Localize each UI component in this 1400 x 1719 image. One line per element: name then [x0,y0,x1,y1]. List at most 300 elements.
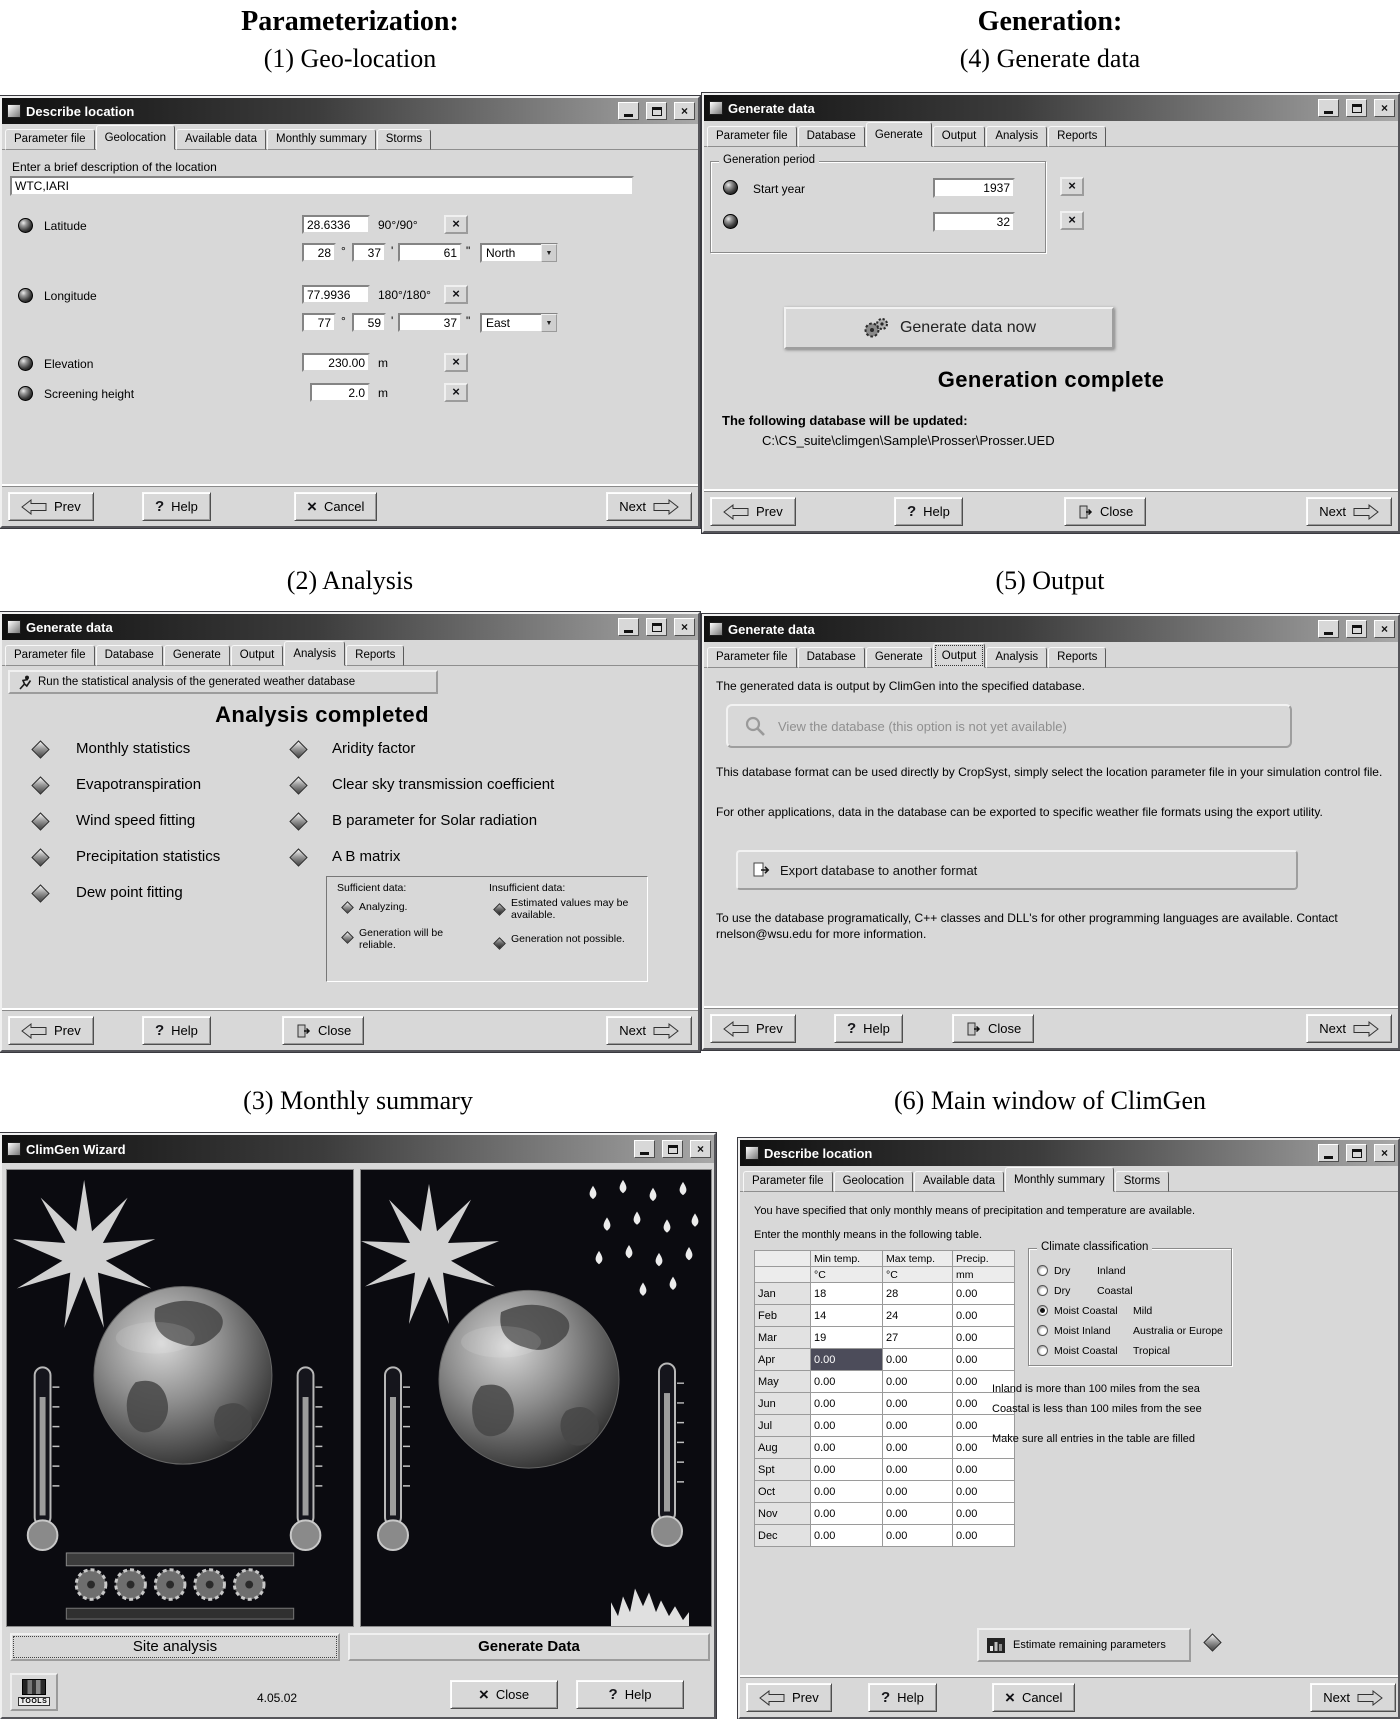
start-year-input[interactable]: 1937 [933,178,1015,198]
next-label: Next [619,499,646,514]
prev-button[interactable] [746,1683,832,1712]
nav-bar [704,489,1398,531]
screening-height-label: Screening height [44,387,135,401]
maximize-button[interactable] [662,1140,683,1158]
max-temp-cell[interactable]: 0.00 [883,1437,953,1459]
arrow-right-icon [1353,1021,1379,1037]
window-icon [745,1146,759,1160]
latitude-status-orb-icon [18,218,33,233]
start-year-label: Start year [753,182,806,196]
close-icon[interactable]: × [690,1140,711,1158]
site-analysis-button[interactable] [10,1633,340,1661]
table-row [755,1393,1015,1415]
radio-moist-coastal-tropical[interactable] [1037,1343,1229,1361]
analysis-completed-heading: Analysis completed [215,702,429,727]
help-label: Help [171,499,198,514]
tools-label: TOOLS [18,1697,50,1706]
minimize-button[interactable] [618,618,639,636]
window-icon [709,622,723,636]
min-temp-cell[interactable]: 0.00 [811,1481,883,1503]
generate-data-button[interactable] [348,1633,710,1661]
min-symbol: ' [391,314,394,328]
close-label: Close [1100,504,1134,519]
screening-clear-button[interactable]: × [444,383,468,402]
item-diamond-icon [31,776,49,794]
min-temp-cell[interactable]: 0.00 [811,1371,883,1393]
item-precipitation-statistics: Precipitation statistics [76,848,221,865]
table-units-row [755,1267,1015,1283]
precip-cell[interactable]: 0.00 [953,1327,1015,1349]
next-button[interactable] [606,492,692,521]
inland-note-text: Inland is more than 100 miles from the sea [992,1383,1200,1395]
prev-label: Prev [756,1021,783,1036]
generate-data-artwork [360,1169,712,1627]
tab-analysis[interactable]: Analysis [986,126,1047,147]
arrow-right-icon [1357,1690,1383,1706]
month-cell: Spt [755,1459,811,1481]
help-button[interactable] [894,497,963,526]
nav-bar [2,1008,698,1050]
close-icon[interactable]: × [1374,620,1395,638]
month-cell: Dec [755,1525,811,1547]
window-icon [7,104,21,118]
generate-data-illustration [361,1170,711,1626]
monthly-notice-text: You have specified that only monthly means of precipitation and temperature are available. [754,1205,1196,1217]
table-row [755,1283,1015,1305]
window-describe-location-geo [0,96,700,528]
cancel-button[interactable] [294,492,377,521]
tab-database[interactable]: Database [798,126,865,147]
view-database-label: View the database (this option is not yet available) [778,718,1067,734]
item-evapotranspiration: Evapotranspiration [76,776,202,793]
min-symbol: ' [391,244,394,258]
month-units [755,1267,811,1283]
min-temp-cell[interactable]: 0.00 [811,1437,883,1459]
start-year-clear-button[interactable]: × [1060,177,1084,196]
item-clear-sky-coefficient: Clear sky transmission coefficient [332,776,555,793]
help-button[interactable] [142,492,211,521]
tab-reports[interactable]: Reports [346,645,404,666]
radio-icon[interactable] [1037,1285,1048,1296]
item-b-parameter: B parameter for Solar radiation [332,812,538,829]
elevation-unit: m [378,356,388,370]
min-temp-cell[interactable]: 0.00 [811,1503,883,1525]
month-cell: Nov [755,1503,811,1525]
radio-name: Dry [1054,1265,1071,1277]
cancel-label: Cancel [1021,1690,1063,1705]
caption-analysis: (2) Analysis [286,566,414,595]
tab-generate[interactable]: Generate [866,122,932,147]
month-cell: Oct [755,1481,811,1503]
arrow-right-icon [653,1023,679,1039]
help-icon: ? [155,498,165,515]
radio-moist-inland[interactable] [1037,1323,1229,1341]
min-temp-cell[interactable]: 0.00 [811,1349,883,1371]
site-analysis-artwork [6,1169,354,1627]
caption-monthly-summary: (3) Monthly summary [243,1086,473,1115]
min-temp-cell[interactable]: 19 [811,1327,883,1349]
latitude-range-label: 90°/90° [378,218,418,232]
prev-button[interactable] [710,1014,796,1043]
help-button[interactable] [142,1016,211,1045]
tab-database[interactable]: Database [96,645,163,666]
radio-zone: Tropical [1133,1345,1170,1357]
min-temp-cell[interactable]: 18 [811,1283,883,1305]
screening-status-orb-icon [18,386,33,401]
tab-parameter-file[interactable]: Parameter file [707,126,797,147]
help-icon: ? [608,1686,618,1703]
max-temp-cell[interactable]: 0.00 [883,1459,953,1481]
longitude-sec-input[interactable]: 37 [398,313,462,332]
generate-data-now-button[interactable] [784,307,1114,349]
tab-available-data[interactable]: Available data [914,1171,1004,1192]
window-climgen-wizard [0,1133,716,1719]
table-row [755,1349,1015,1371]
min-temp-cell[interactable]: 0.00 [811,1459,883,1481]
tab-generate[interactable]: Generate [866,647,932,668]
latitude-input[interactable]: 28.6336 [302,215,370,234]
precip-cell[interactable]: 0.00 [953,1481,1015,1503]
start-year-orb-icon [723,180,738,195]
title-bar [704,95,1398,121]
arrow-left-icon [723,504,749,520]
estimate-remaining-parameters-button[interactable] [977,1628,1191,1662]
tab-reports[interactable]: Reports [1048,647,1106,668]
tab-strip [704,121,1398,147]
precip-cell[interactable]: 0.00 [953,1393,1015,1415]
close-icon[interactable]: × [674,102,695,120]
maximize-button[interactable] [646,618,667,636]
elevation-clear-button[interactable]: × [444,353,468,372]
max-temp-cell[interactable]: 0.00 [883,1415,953,1437]
export-database-label: Export database to another format [780,862,978,878]
prev-button[interactable] [710,497,796,526]
max-temp-cell[interactable]: 0.00 [883,1393,953,1415]
latitude-deg-input[interactable]: 28 [302,243,336,262]
precip-cell[interactable]: 0.00 [953,1371,1015,1393]
radio-name: Moist Inland [1054,1325,1111,1337]
cropsyst-text: This database format can be used directly by CropSyst, simply select the location parameter file in your simulation control file. [716,765,1383,779]
close-button[interactable] [450,1680,558,1709]
precip-cell[interactable]: 0.00 [953,1349,1015,1371]
exit-door-icon [1077,504,1093,520]
longitude-label: Longitude [44,289,97,303]
cancel-button[interactable] [992,1683,1075,1712]
tab-parameter-file[interactable]: Parameter file [5,645,95,666]
table-header-row [755,1251,1015,1267]
radio-dry-coastal[interactable] [1037,1283,1229,1301]
tab-storms[interactable]: Storms [1115,1171,1169,1192]
tab-geolocation[interactable]: Geolocation [96,125,175,150]
generation-period-label: Generation period [719,154,819,166]
help-button[interactable] [834,1014,903,1043]
screening-unit: m [378,386,388,400]
month-cell: Aug [755,1437,811,1459]
item-diamond-icon [31,740,49,758]
window-generate-data-output [702,614,1400,1050]
tab-database[interactable]: Database [798,647,865,668]
run-analysis-button[interactable] [8,670,438,694]
prev-label: Prev [792,1690,819,1705]
site-analysis-illustration [7,1170,353,1626]
next-label: Next [1319,1021,1346,1036]
longitude-min-input[interactable]: 59 [352,313,386,332]
minimize-button[interactable] [634,1140,655,1158]
data-legend-box [326,876,648,982]
caption-main-window: (6) Main window of ClimGen [894,1086,1206,1115]
table-row [755,1459,1015,1481]
table-row [755,1327,1015,1349]
tab-output[interactable]: Output [933,126,986,147]
title-bar [2,614,698,640]
precip-cell[interactable]: 0.00 [953,1459,1015,1481]
view-database-button[interactable] [726,704,1292,748]
tab-strip [740,1166,1398,1192]
help-button[interactable] [868,1683,937,1712]
number-of-years-orb-icon [723,214,738,229]
help-label: Help [624,1687,652,1702]
nav-bar [740,1675,1398,1717]
window-generate-data-generate [702,93,1400,533]
item-aridity-factor: Aridity factor [332,740,416,757]
next-label: Next [1319,504,1346,519]
max-temp-cell[interactable]: 0.00 [883,1481,953,1503]
caption-geo-location: (1) Geo-location [263,44,437,73]
month-cell: Jun [755,1393,811,1415]
description-input[interactable]: WTC,IARI [10,176,634,196]
close-icon[interactable]: × [1374,1144,1395,1162]
longitude-deg-input[interactable]: 77 [302,313,336,332]
table-row [755,1305,1015,1327]
next-label: Next [1323,1690,1350,1705]
longitude-direction-select[interactable] [480,313,558,333]
radio-zone: Mild [1133,1305,1153,1317]
version-text: 4.05.02 [257,1691,298,1705]
window-title: Generate data [26,619,113,635]
maximize-button[interactable] [1346,620,1367,638]
climate-classification-group [1028,1241,1232,1366]
insufficient-data-header: Insufficient data: [489,882,566,894]
db-path: C:\CS_suite\climgen\Sample\Prosser\Prosser.UED [762,433,1055,448]
tab-generate[interactable]: Generate [164,645,230,666]
max-temp-col-header: Max temp. [883,1251,953,1267]
radio-icon-selected[interactable] [1037,1305,1048,1316]
tools-icon [22,1679,46,1695]
latitude-sec-input[interactable]: 61 [398,243,462,262]
db-update-notice: The following database will be updated: [722,413,968,428]
precip-cell[interactable]: 0.00 [953,1437,1015,1459]
elevation-status-orb-icon [18,356,33,371]
tab-output[interactable]: Output [231,645,284,666]
tab-reports[interactable]: Reports [1048,126,1106,147]
radio-icon[interactable] [1037,1265,1048,1276]
close-button[interactable] [1064,497,1146,526]
precip-cell[interactable]: 0.00 [953,1503,1015,1525]
coastal-note-text: Coastal is less than 100 miles from the see [992,1403,1202,1415]
next-button[interactable] [606,1016,692,1045]
tab-parameter-file[interactable]: Parameter file [707,647,797,668]
radio-dry-inland[interactable] [1037,1263,1229,1281]
radio-zone: Coastal [1097,1285,1133,1297]
tab-storms[interactable]: Storms [377,129,431,150]
tab-parameter-file[interactable]: Parameter file [743,1171,833,1192]
longitude-clear-button[interactable]: × [444,285,468,304]
precip-cell[interactable]: 0.00 [953,1415,1015,1437]
title-bar [2,98,698,124]
sufficient-diamond-icon [341,901,354,914]
max-temp-cell[interactable]: 0.00 [883,1349,953,1371]
longitude-range-label: 180°/180° [378,288,431,302]
longitude-status-orb-icon [18,288,33,303]
table-row [755,1415,1015,1437]
sufficient-data-header: Sufficient data: [337,882,407,894]
table-row [755,1503,1015,1525]
maximize-button[interactable] [1346,1144,1367,1162]
max-temp-cell[interactable]: 0.00 [883,1503,953,1525]
minimize-button[interactable] [618,102,639,120]
close-label: Close [495,1687,530,1702]
month-cell: Feb [755,1305,811,1327]
minimize-button[interactable] [1318,620,1339,638]
minimize-button[interactable] [1318,99,1339,117]
next-button[interactable] [1310,1683,1396,1712]
generation-complete-status: Generation complete [937,367,1165,392]
maximize-button[interactable] [1346,99,1367,117]
radio-moist-coastal-mild[interactable] [1037,1303,1229,1321]
min-temp-cell[interactable]: 14 [811,1305,883,1327]
monthly-means-table [754,1250,1015,1547]
help-icon: ? [847,1020,857,1037]
window-title: Describe location [26,103,135,119]
minimize-button[interactable] [1318,1144,1339,1162]
next-button[interactable] [1306,497,1392,526]
next-button[interactable] [1306,1014,1392,1043]
nav-bar [2,484,698,526]
close-icon[interactable]: × [674,618,695,636]
month-cell: Mar [755,1327,811,1349]
chevron-down-icon[interactable]: ▼ [541,244,557,262]
item-diamond-icon [31,812,49,830]
tab-strip [2,124,698,150]
item-diamond-icon [289,776,307,794]
insufficient-item-2: Generation not possible. [511,933,625,945]
radio-name: Moist Coastal [1054,1305,1118,1317]
tab-available-data[interactable]: Available data [176,129,266,150]
programmatic-access-text: To use the database programatically, C++ classes and DLL's for other programming languages are available. Contact rnelson@wsu.edu for more information. [716,911,1338,941]
prev-button[interactable] [8,1016,94,1045]
prev-button[interactable] [8,492,94,521]
elevation-input[interactable]: 230.00 [302,353,370,372]
output-intro-text: The generated data is output by ClimGen into the specified database. [716,679,1085,693]
arrow-left-icon [21,499,47,515]
latitude-clear-button[interactable]: × [444,215,468,234]
mini-chart-icon [987,1638,1005,1653]
latitude-direction-select[interactable] [480,243,558,263]
min-temp-cell[interactable]: 0.00 [811,1393,883,1415]
precip-cell[interactable]: 0.00 [953,1305,1015,1327]
cancel-icon: × [307,496,317,516]
description-label: Enter a brief description of the location [12,160,217,174]
number-of-years-clear-button[interactable]: × [1060,211,1084,230]
deg-symbol: ° [341,314,346,328]
max-temp-cell[interactable]: 24 [883,1305,953,1327]
month-col-header [755,1251,811,1267]
tab-analysis[interactable]: Analysis [986,647,1047,668]
item-ab-matrix: A B matrix [332,848,401,865]
export-intro-text: For other applications, data in the database can be exported to specific weather file formats using the export utility. [716,805,1323,819]
sufficient-diamond-icon [341,931,354,944]
arrow-right-icon [653,499,679,515]
max-temp-units: °C [883,1267,953,1283]
prev-label: Prev [54,1023,81,1038]
precip-cell[interactable]: 0.00 [953,1525,1015,1547]
export-database-button[interactable] [736,850,1298,890]
tab-parameter-file[interactable]: Parameter file [5,129,95,150]
tools-button[interactable] [10,1673,58,1711]
chevron-down-icon[interactable]: ▼ [541,314,557,332]
month-cell: May [755,1371,811,1393]
help-icon: ? [155,1022,165,1039]
tab-output[interactable]: Output [933,643,986,668]
radio-icon[interactable] [1037,1345,1048,1356]
item-diamond-icon [31,848,49,866]
sec-symbol: " [466,314,471,328]
cancel-icon: × [1005,1687,1015,1707]
max-temp-cell[interactable]: 27 [883,1327,953,1349]
help-label: Help [863,1021,890,1036]
close-button[interactable] [282,1016,364,1045]
min-temp-units: °C [811,1267,883,1283]
tab-monthly-summary[interactable]: Monthly summary [1005,1167,1114,1192]
number-of-years-input[interactable]: 32 [933,212,1015,232]
latitude-min-input[interactable]: 37 [352,243,386,262]
max-temp-cell[interactable]: 0.00 [883,1371,953,1393]
radio-icon[interactable] [1037,1325,1048,1336]
maximize-button[interactable] [646,102,667,120]
month-cell: Jul [755,1415,811,1437]
min-temp-cell[interactable]: 0.00 [811,1415,883,1437]
prev-label: Prev [54,499,81,514]
tab-analysis[interactable]: Analysis [284,641,345,666]
status-diamond-icon [1203,1633,1221,1651]
tab-strip [2,640,698,666]
max-temp-cell[interactable]: 0.00 [883,1525,953,1547]
tab-monthly-summary[interactable]: Monthly summary [267,129,376,150]
precip-cell[interactable]: 0.00 [953,1283,1015,1305]
tab-geolocation[interactable]: Geolocation [834,1171,913,1192]
item-diamond-icon [289,848,307,866]
item-diamond-icon [289,740,307,758]
elevation-label: Elevation [44,357,94,371]
window-icon [7,1142,21,1156]
title-bar [2,1135,714,1163]
deg-symbol: ° [341,244,346,258]
screening-height-input[interactable]: 2.0 [310,383,370,402]
min-temp-col-header: Min temp. [811,1251,883,1267]
close-icon[interactable]: × [1374,99,1395,117]
help-button[interactable] [576,1680,684,1709]
longitude-input[interactable]: 77.9936 [302,285,370,304]
window-title: Describe location [764,1145,873,1161]
longitude-direction-value: East [486,316,511,330]
climate-classification-label: Climate classification [1037,1241,1152,1253]
month-cell: Jan [755,1283,811,1305]
close-button[interactable] [952,1014,1034,1043]
min-temp-cell[interactable]: 0.00 [811,1525,883,1547]
max-temp-cell[interactable]: 28 [883,1283,953,1305]
item-wind-speed-fitting: Wind speed fitting [76,812,196,829]
site-analysis-label: Site analysis [132,1638,218,1655]
